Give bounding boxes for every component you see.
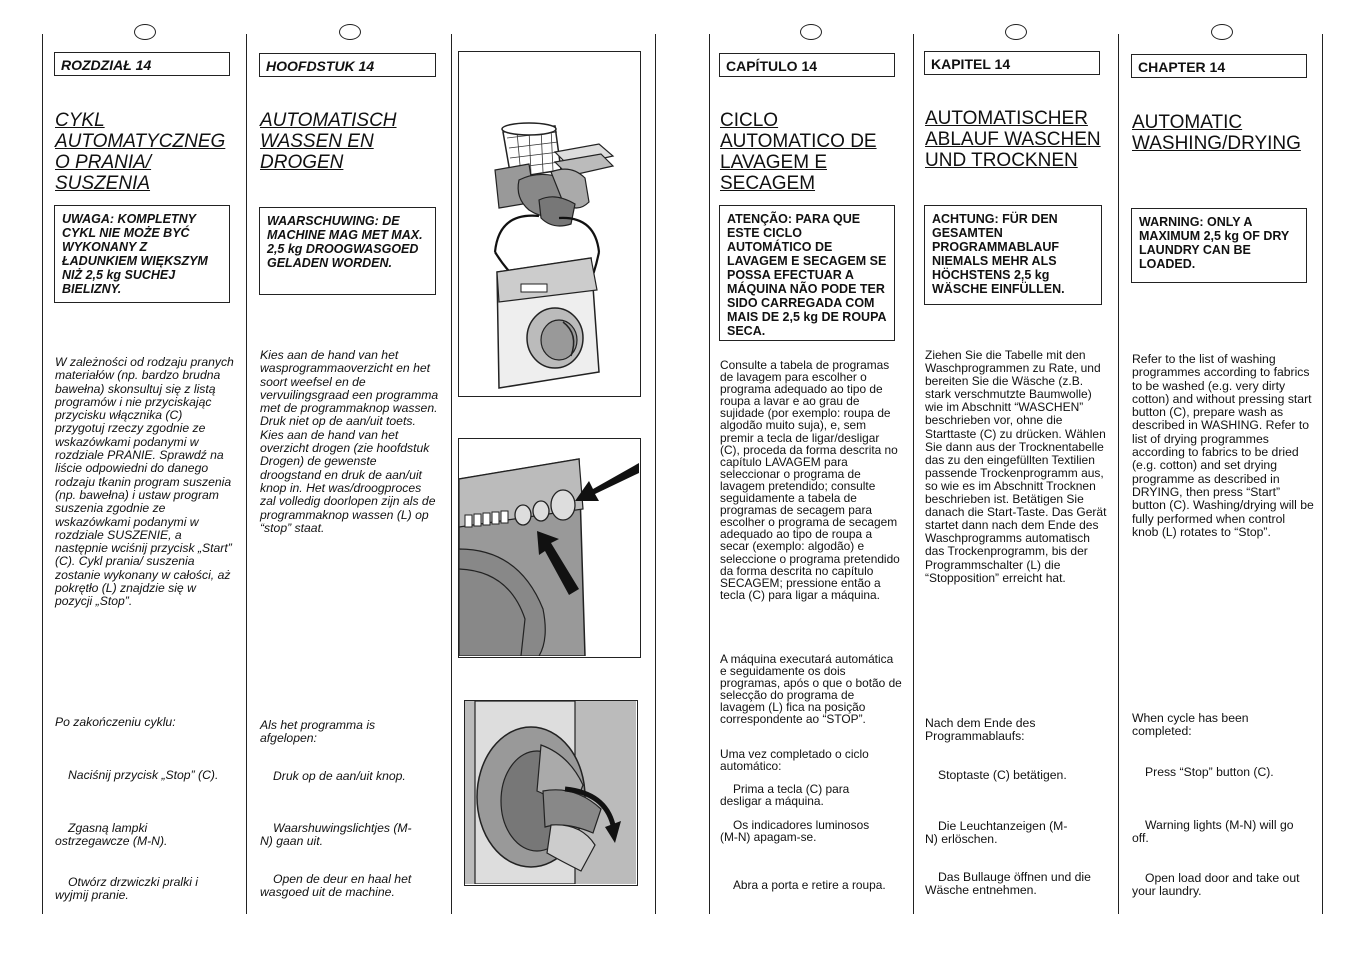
instructions-text: Refer to the list of washing programmes according to fabrics to be washed (e.g. very dirty cotton) and without pressing start button (C), prepare wash as described in WASHING. Refer to list of drying programmes according to fabrics to be dried (e.g. cotton) and set drying programme as described in DRYING, then press “Start” button (C). Washing/drying will be fully performed when control knob (L) rotates to “Stop”. <box>1132 352 1314 539</box>
unloading-illustration <box>464 700 638 886</box>
step-3: Open de deur en haal het wasgoed uit de machine. <box>260 872 412 900</box>
column-divider <box>655 34 656 914</box>
chapter-heading: HOOFDSTUK 14 <box>259 53 436 77</box>
step-1: Press “Stop” button (C). <box>1145 765 1274 779</box>
column-divider <box>709 34 710 914</box>
step-1: Druk op de aan/uit knop. <box>273 769 406 783</box>
column-divider <box>1118 34 1119 914</box>
step-2: Die Leuchtanzeigen (M-N) erlöschen. <box>925 819 1068 847</box>
column-divider <box>42 34 43 914</box>
after-cycle-label: Nach dem Ende des Programmablaufs: <box>925 716 1036 744</box>
column-divider <box>246 34 247 914</box>
step-3: Das Bullauge öffnen und die Wäsche entnehmen. <box>925 870 1091 898</box>
language-marker-icon <box>1005 24 1027 40</box>
section-title: CYKL AUTOMATYCZNEG O PRANIA/ SUSZENIA <box>55 110 226 194</box>
column-divider <box>451 34 452 914</box>
after-cycle-label: When cycle has been completed: <box>1132 711 1249 739</box>
control-panel-illustration <box>458 438 641 658</box>
step-1: Naciśnij przycisk „Stop” (C). <box>68 768 219 782</box>
language-marker-icon <box>134 24 156 40</box>
step-2: Warning lights (M-N) will go off. <box>1132 818 1294 846</box>
section-title: AUTOMATIC WASHING/DRYING <box>1132 112 1301 154</box>
warning-box: UWAGA: KOMPLETNY CYKL NIE MOŻE BYĆ WYKONANY Z ŁADUNKIEM WIĘKSZYM NIŻ 2,5 kg SUCHEJ BIELIZNY. <box>54 205 230 303</box>
section-title: AUTOMATISCHER ABLAUF WASCHEN UND TROCKNEN <box>925 108 1101 171</box>
after-cycle-label: Als het programma is afgelopen: <box>260 718 376 746</box>
warning-box: WARNING: ONLY A MAXIMUM 2,5 kg OF DRY LAUNDRY CAN BE LOADED. <box>1131 208 1307 283</box>
instructions-text: Kies aan de hand van het wasprogrammaoverzicht en het soort weefsel en de vervuilingsgraad een programma met de programmaknop wassen. Druk niet op de aan/uit toets. Kies aan de hand van het overzicht drogen (zie hoofdstuk Drogen) de gewenste droogstand en druk de aan/uit knop in. Het was/droogproces zal volledig doorlopen zijn als de programmaknop wassen (L) op “stop” staat. <box>260 348 439 535</box>
step-3: Otwórz drzwiczki pralki i wyjmij pranie. <box>55 875 199 903</box>
column-divider <box>1322 34 1323 914</box>
column-divider <box>913 34 914 914</box>
step-1: Stoptaste (C) betätigen. <box>938 768 1067 782</box>
step-2: Zgasną lampki ostrzegawcze (M-N). <box>55 821 168 849</box>
section-title: CICLO AUTOMATICO DE LAVAGEM E SECAGEM <box>720 110 877 194</box>
step-3: Open load door and take out your laundry. <box>1132 871 1300 899</box>
chapter-heading: CAPÍTULO 14 <box>719 53 895 77</box>
warning-box: ACHTUNG: FÜR DEN GESAMTEN PROGRAMMABLAUF NIEMALS MEHR ALS HÖCHSTENS 2,5 kg WÄSCHE EINFÜLLEN. <box>924 205 1102 305</box>
warning-box: WAARSCHUWING: DE MACHINE MAG MET MAX. 2,5 kg DROOGWASGOED GELADEN WORDEN. <box>259 207 436 295</box>
instructions-text: Consulte a tabela de programas de lavagem para escolher o programa adequado ao tipo de roupa a lavar e ao grau de sujidade (por exemplo: roupa de algodão muito suja), e, sem premir a tecla de ligar/desligar (C), proceda da forma descrita no capítulo LAVAGEM para seleccionar o programa de lavagem pretendido; consulte seguidamente a tabela de programas de secagem para escolher o programa de secagem adequado ao tipo de roupa a secar (exemplo: algodão) e seleccione o programa pretendido da forma descrita no capítulo SECAGEM; pressione então a tecla (C) para ligar a máquina. <box>720 358 900 602</box>
chapter-heading: KAPITEL 14 <box>924 51 1100 75</box>
step-3: Abra a porta e retire a roupa. <box>733 878 886 892</box>
after-cycle-label: Po zakończeniu cyklu: <box>55 715 176 729</box>
language-marker-icon <box>339 24 361 40</box>
chapter-heading: ROZDZIAŁ 14 <box>54 52 230 76</box>
step-2: Os indicadores luminosos (M-N) apagam-se. <box>720 818 870 845</box>
chapter-heading: CHAPTER 14 <box>1131 54 1307 78</box>
language-marker-icon <box>1211 24 1233 40</box>
language-marker-icon <box>800 24 822 40</box>
step-1: Prima a tecla (C) para desligar a máquina. <box>720 782 850 809</box>
instructions-text: W zależności od rodzaju pranych materiałów (np. bardzo brudna bawełna) skonsultuj się z listą programów i nie przyciskając przycisku włącznika (C) przygotuj rzeczy zgodnie ze wskazówkami podanymi w rozdziale PRANIE. Sprawdź na liście odpowiedni do danego rodzaju tkanin program suszenia (np. bawełna) i ustaw program suszenia zgodnie ze wskazówkami podanymi w rozdziale SUSZENIE, a następnie wciśnij przycisk „Start” (C). Cykl prania/ suszenia zostanie wykonany w całości, aż pokrętło (L) znajdzie się w pozycji „Stop”. <box>55 355 234 609</box>
laundry-loading-illustration <box>458 51 641 397</box>
step-2: Waarshuwingslichtjes (M-N) gaan uit. <box>260 821 412 849</box>
after-cycle-label: Uma vez completado o ciclo automático: <box>720 747 869 774</box>
section-title: AUTOMATISCH WASSEN EN DROGEN <box>260 110 397 173</box>
instructions-text-continued: A máquina executará automática e seguidamente os dois programas, após o que o botão de selecção do programa de lavagem (L) fica na posição correspondente ao “STOP”. <box>720 652 902 727</box>
instructions-text: Ziehen Sie die Tabelle mit den Waschprogrammen zu Rate, und bereiten Sie die Wäsche (z.B. stark verschmutzte Baumwolle) wie im Abschnitt “WASCHEN” beschrieben vor, ohne die Starttaste (C) zu drücken. Wählen Sie dann aus der Trocknentabelle das zu den eingefüllten Textilien passende Trockenprogramm aus, so wie es im Abschnitt Trocknen beschrieben ist. Betätigen Sie danach die Start-Taste. Das Gerät startet dann nach dem Ende des Waschprogramms automatisch das Trockenprogramm, bis der Programmschalter (L) die “Stopposition” erreicht hat. <box>925 348 1107 585</box>
warning-box: ATENÇÃO: PARA QUE ESTE CICLO AUTOMÁTICO DE LAVAGEM E SECAGEM SE POSSA EFECTUAR A MÁQUINA NÃO PODE TER SIDO CARREGADA COM MAIS DE 2,5 kg DE ROUPA SECA. <box>719 205 895 341</box>
